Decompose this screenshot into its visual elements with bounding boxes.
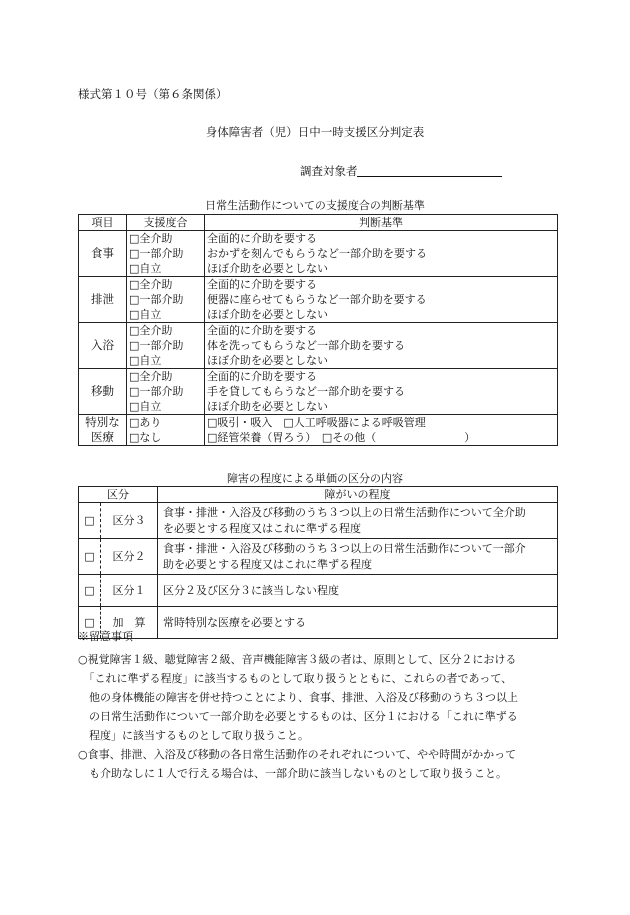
checkbox-option[interactable]: □自立	[129, 400, 162, 413]
table-header-row	[79, 487, 558, 503]
table-row	[79, 575, 558, 607]
checkbox-option[interactable]: □経管栄養（胃ろう） □その他（ ）	[207, 431, 476, 444]
item-cell: 排泄	[79, 277, 127, 323]
level-cell: 加 算	[101, 607, 158, 639]
criteria-text: 手を貸してもらうなど一部介助を要する	[207, 385, 405, 398]
notes-section	[78, 627, 558, 783]
note-line: ○食事、排泄、入浴及び移動の各日常生活動作のそれぞれについて、やや時間がかかって	[78, 748, 517, 761]
item-cell: 入浴	[79, 323, 127, 369]
degree-cell[interactable]	[127, 415, 205, 446]
item-cell: 食事	[79, 231, 127, 277]
criteria-text: ほぼ介助を必要としない	[207, 400, 328, 413]
table1-caption: 日常生活動作についての支援度合の判断基準	[205, 199, 425, 212]
column-header: 判断基準	[205, 215, 558, 231]
note-line: 「これに準ずる程度」に該当するものとして取り扱うとともに、これらの者であって、	[78, 672, 513, 685]
description-text: 常時特別な医療を必要とする	[163, 615, 306, 629]
checkbox[interactable]: □	[79, 539, 101, 575]
checkbox[interactable]: □	[79, 607, 101, 639]
table-row	[79, 369, 558, 415]
checkbox-option[interactable]: □自立	[129, 262, 162, 275]
note-line: も介助なしに１人で行える場合は、一部介助に該当しないものとして取り扱うこと。	[78, 767, 507, 780]
subject-name-field[interactable]	[357, 176, 502, 177]
column-header: 支援度合	[127, 215, 205, 231]
criteria-cell[interactable]	[205, 415, 558, 446]
checkbox-option[interactable]: □自立	[129, 354, 162, 367]
checkbox-option[interactable]: □全介助	[129, 278, 173, 291]
checkbox-option[interactable]: □一部介助	[129, 293, 184, 306]
note-line: 他の身体機能の障害を併せ持つことにより、食事、排泄、入浴及び移動のうち３つ以上	[78, 691, 518, 704]
degree-cell[interactable]	[127, 323, 205, 369]
description-cell	[158, 575, 558, 607]
checkbox-option[interactable]: □なし	[129, 431, 162, 444]
checkbox-option[interactable]: □一部介助	[129, 339, 184, 352]
checkbox-option[interactable]: □全介助	[129, 370, 173, 383]
criteria-text: 全面的に介助を要する	[207, 278, 317, 291]
column-header: 障がいの程度	[158, 487, 558, 503]
criteria-text: おかずを刻んでもらうなど一部介助を要する	[207, 247, 427, 260]
criteria-text: 全面的に介助を要する	[207, 370, 317, 383]
degree-cell[interactable]	[127, 231, 205, 277]
table-header-row	[79, 215, 558, 231]
table-row-special-medical	[79, 415, 558, 446]
note-line: ○視覚障害１級、聴覚障害２級、音声機能障害３級の者は、原則として、区分２における	[78, 653, 517, 666]
description-text: 区分２及び区分３に該当しない程度	[163, 583, 339, 597]
criteria-cell	[205, 277, 558, 323]
checkbox-option[interactable]: □自立	[129, 308, 162, 321]
criteria-text: 全面的に介助を要する	[207, 232, 317, 245]
checkbox[interactable]: □	[79, 575, 101, 607]
form-number: 様式第１０号（第６条関係）	[78, 87, 228, 101]
criteria-text: 便器に座らせてもらうなど一部介助を要する	[207, 293, 427, 306]
degree-cell[interactable]	[127, 369, 205, 415]
checkbox-option[interactable]: □全介助	[129, 232, 173, 245]
column-header: 項目	[79, 215, 127, 231]
subject-label: 調査対象者	[300, 164, 358, 178]
note-item	[78, 650, 558, 745]
table-row	[79, 231, 558, 277]
degree-cell[interactable]	[127, 277, 205, 323]
level-cell: 区分２	[101, 539, 158, 575]
criteria-text: ほぼ介助を必要としない	[207, 308, 328, 321]
support-criteria-table	[78, 214, 558, 446]
description-text: 助を必要とする程度又はこれに準ずる程度	[163, 557, 372, 571]
checkbox-option[interactable]: □全介助	[129, 324, 173, 337]
item-cell: 移動	[79, 369, 127, 415]
column-header: 区分	[79, 487, 158, 503]
checkbox[interactable]: □	[79, 503, 101, 539]
table2-caption: 障害の程度による単価の区分の内容	[227, 472, 403, 485]
checkbox-option[interactable]: □一部介助	[129, 385, 184, 398]
classification-table	[78, 486, 558, 639]
checkbox-option[interactable]: □あり	[129, 416, 162, 429]
item-label: 特別な	[85, 415, 120, 429]
note-line: 程度」に該当するものとして取り扱うこと。	[78, 729, 309, 742]
note-item	[78, 745, 558, 783]
table-row	[79, 503, 558, 539]
criteria-cell	[205, 231, 558, 277]
description-text: を必要とする程度又はこれに準ずる程度	[163, 521, 361, 535]
description-cell	[158, 503, 558, 539]
criteria-text: 体を洗ってもらうなど一部介助を要する	[207, 339, 405, 352]
description-text: 食事・排泄・入浴及び移動のうち３つ以上の日常生活動作について一部介	[163, 541, 526, 555]
item-cell	[79, 415, 127, 446]
table-row	[79, 323, 558, 369]
checkbox-option[interactable]: □吸引・吸入 □人工呼吸器による呼吸管理	[207, 416, 426, 429]
table-row	[79, 539, 558, 575]
table-row	[79, 277, 558, 323]
description-cell	[158, 539, 558, 575]
note-line: の日常生活動作について一部介助を必要とするものは、区分１における「これに準ずる	[78, 710, 518, 723]
level-cell: 区分１	[101, 575, 158, 607]
criteria-cell	[205, 323, 558, 369]
notes-title: ※留意事項	[78, 630, 133, 643]
criteria-text: ほぼ介助を必要としない	[207, 354, 328, 367]
criteria-text: ほぼ介助を必要としない	[207, 262, 328, 275]
item-label: 医療	[91, 430, 114, 444]
checkbox-option[interactable]: □一部介助	[129, 247, 184, 260]
page-title: 身体障害者（児）日中一時支援区分判定表	[205, 125, 425, 139]
criteria-cell	[205, 369, 558, 415]
criteria-text: 全面的に介助を要する	[207, 324, 317, 337]
description-text: 食事・排泄・入浴及び移動のうち３つ以上の日常生活動作について全介助	[163, 505, 526, 519]
level-cell: 区分３	[101, 503, 158, 539]
